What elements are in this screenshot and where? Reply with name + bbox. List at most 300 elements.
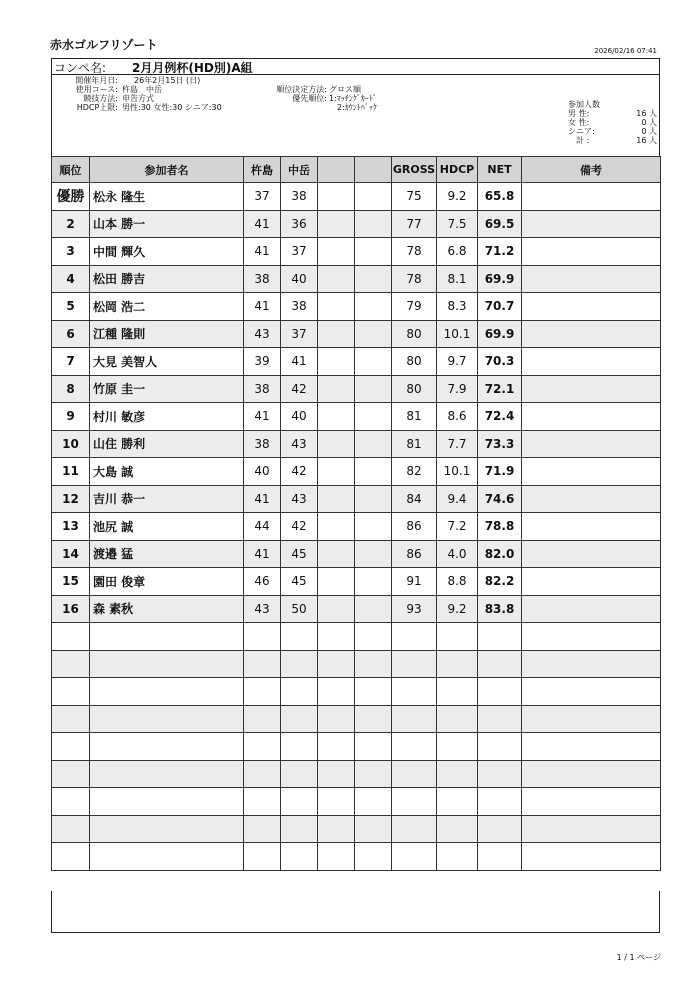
cell-blank2 [355, 265, 392, 293]
cell-name: 森 素秋 [90, 595, 244, 623]
date-value: 26年2月15日 (日) [134, 76, 201, 85]
cell-course2 [281, 733, 318, 761]
cell-gross: 80 [392, 320, 437, 348]
cell-course2: 38 [281, 183, 318, 211]
cell-blank2 [355, 485, 392, 513]
cell-rank: 14 [52, 540, 90, 568]
cell-gross [392, 760, 437, 788]
cell-course1: 41 [244, 210, 281, 238]
cell-net: 69.5 [478, 210, 522, 238]
cell-course2: 42 [281, 458, 318, 486]
cell-hdcp [437, 650, 478, 678]
cell-net: 82.2 [478, 568, 522, 596]
priority-label: 優先順位: [292, 94, 327, 103]
cell-remarks [522, 788, 661, 816]
table-row [52, 458, 661, 486]
cell-net: 74.6 [478, 485, 522, 513]
cell-blank1 [318, 540, 355, 568]
remarks-footer-box [51, 891, 660, 933]
cell-rank: 優勝 [52, 183, 90, 211]
cell-blank1 [318, 843, 355, 871]
cell-gross: 86 [392, 540, 437, 568]
cell-course2: 50 [281, 595, 318, 623]
cell-blank2 [355, 843, 392, 871]
cell-rank: 15 [52, 568, 90, 596]
table-row [52, 210, 661, 238]
cell-rank: 11 [52, 458, 90, 486]
cell-name [90, 705, 244, 733]
cell-course1 [244, 760, 281, 788]
cell-gross: 78 [392, 238, 437, 266]
cell-course1: 43 [244, 320, 281, 348]
cell-hdcp: 7.5 [437, 210, 478, 238]
cell-net: 83.8 [478, 595, 522, 623]
cell-course2 [281, 650, 318, 678]
cell-course1: 41 [244, 485, 281, 513]
table-row [52, 238, 661, 266]
cell-rank [52, 650, 90, 678]
cell-blank1 [318, 293, 355, 321]
cell-gross [392, 733, 437, 761]
cell-blank1 [318, 375, 355, 403]
cell-gross [392, 623, 437, 651]
cell-gross: 93 [392, 595, 437, 623]
cell-course1: 37 [244, 183, 281, 211]
cell-blank2 [355, 678, 392, 706]
cell-net: 70.7 [478, 293, 522, 321]
cell-rank [52, 623, 90, 651]
cell-remarks [522, 458, 661, 486]
cell-hdcp [437, 815, 478, 843]
total-value: 16 人 [636, 136, 657, 145]
cell-hdcp: 7.7 [437, 430, 478, 458]
cell-gross [392, 788, 437, 816]
method-value: 申告方式 [122, 94, 154, 103]
cell-net [478, 815, 522, 843]
cell-course2 [281, 843, 318, 871]
cell-remarks [522, 513, 661, 541]
cell-name [90, 760, 244, 788]
cell-course1: 38 [244, 430, 281, 458]
table-row [52, 843, 661, 871]
cell-net: 70.3 [478, 348, 522, 376]
cell-net: 69.9 [478, 320, 522, 348]
results-body [52, 183, 661, 871]
cell-course2: 45 [281, 568, 318, 596]
cell-rank [52, 733, 90, 761]
cell-blank2 [355, 568, 392, 596]
cell-course1: 40 [244, 458, 281, 486]
col-header-rank: 順位 [52, 157, 90, 183]
table-row [52, 568, 661, 596]
col-header-course2: 中岳 [281, 157, 318, 183]
competition-name: 2月月例杯(HD別)A組 [132, 61, 253, 75]
course-label: 使用コース: [75, 85, 118, 94]
cell-hdcp [437, 788, 478, 816]
cell-net: 71.9 [478, 458, 522, 486]
cell-remarks [522, 568, 661, 596]
cell-rank: 12 [52, 485, 90, 513]
cell-blank2 [355, 760, 392, 788]
cell-gross: 86 [392, 513, 437, 541]
cell-blank2 [355, 375, 392, 403]
ranking-label: 順位決定方法: [276, 85, 327, 94]
cell-blank1 [318, 623, 355, 651]
cell-gross: 82 [392, 458, 437, 486]
hdcp-label: HDCP上限: [76, 103, 118, 112]
cell-hdcp: 10.1 [437, 320, 478, 348]
cell-course1 [244, 705, 281, 733]
cell-hdcp: 9.4 [437, 485, 478, 513]
cell-gross [392, 843, 437, 871]
cell-course1: 41 [244, 238, 281, 266]
col-header-net: NET [478, 157, 522, 183]
priority-1: 1:ﾏｯﾁﾝｸﾞｶｰﾄﾞ [329, 94, 377, 103]
cell-blank2 [355, 595, 392, 623]
cell-net [478, 843, 522, 871]
table-row [52, 788, 661, 816]
cell-blank1 [318, 760, 355, 788]
cell-remarks [522, 733, 661, 761]
table-row [52, 485, 661, 513]
cell-net: 65.8 [478, 183, 522, 211]
cell-hdcp: 8.8 [437, 568, 478, 596]
cell-blank1 [318, 403, 355, 431]
cell-gross: 78 [392, 265, 437, 293]
cell-blank1 [318, 788, 355, 816]
cell-name [90, 815, 244, 843]
cell-course1: 38 [244, 375, 281, 403]
cell-name: 大見 美智人 [90, 348, 244, 376]
cell-remarks [522, 705, 661, 733]
cell-blank1 [318, 210, 355, 238]
cell-blank2 [355, 705, 392, 733]
cell-name [90, 678, 244, 706]
male-label: 男 性: [568, 109, 590, 118]
cell-name: 松田 勝吉 [90, 265, 244, 293]
cell-blank2 [355, 238, 392, 266]
cell-hdcp: 10.1 [437, 458, 478, 486]
table-row [52, 540, 661, 568]
senior-label: シニア: [568, 127, 595, 136]
cell-course1 [244, 843, 281, 871]
page-number: 1 / 1 ページ [616, 953, 661, 962]
cell-blank1 [318, 815, 355, 843]
cell-course2: 41 [281, 348, 318, 376]
header-row [52, 157, 661, 183]
cell-course1 [244, 623, 281, 651]
cell-course1 [244, 815, 281, 843]
printed-timestamp: 2026/02/16 07:41 [594, 47, 657, 55]
cell-course2: 43 [281, 485, 318, 513]
cell-remarks [522, 678, 661, 706]
cell-blank1 [318, 595, 355, 623]
cell-course1: 41 [244, 403, 281, 431]
table-row [52, 513, 661, 541]
table-row [52, 733, 661, 761]
cell-course2 [281, 678, 318, 706]
cell-rank: 6 [52, 320, 90, 348]
cell-hdcp: 9.2 [437, 595, 478, 623]
cell-net [478, 760, 522, 788]
cell-remarks [522, 265, 661, 293]
cell-rank: 4 [52, 265, 90, 293]
cell-hdcp [437, 843, 478, 871]
cell-gross: 84 [392, 485, 437, 513]
cell-hdcp [437, 705, 478, 733]
cell-hdcp: 8.1 [437, 265, 478, 293]
cell-gross [392, 650, 437, 678]
cell-remarks [522, 210, 661, 238]
cell-blank1 [318, 348, 355, 376]
competition-header [51, 58, 660, 157]
cell-blank1 [318, 238, 355, 266]
cell-remarks [522, 183, 661, 211]
cell-rank [52, 788, 90, 816]
cell-blank2 [355, 458, 392, 486]
method-label: 競技方法: [83, 94, 118, 103]
cell-name [90, 623, 244, 651]
cell-course1: 41 [244, 293, 281, 321]
table-row [52, 650, 661, 678]
cell-name: 山住 勝利 [90, 430, 244, 458]
cell-remarks [522, 760, 661, 788]
participants-title: 参加人数 [568, 100, 600, 109]
cell-blank1 [318, 430, 355, 458]
cell-gross: 80 [392, 375, 437, 403]
cell-blank1 [318, 485, 355, 513]
cell-hdcp: 8.6 [437, 403, 478, 431]
cell-name: 山本 勝一 [90, 210, 244, 238]
table-row [52, 265, 661, 293]
cell-course2 [281, 788, 318, 816]
cell-rank: 7 [52, 348, 90, 376]
table-row [52, 623, 661, 651]
cell-gross [392, 815, 437, 843]
cell-gross: 75 [392, 183, 437, 211]
cell-rank: 13 [52, 513, 90, 541]
table-row [52, 815, 661, 843]
hdcp-value: 男性:30 女性:30 シニア:30 [122, 103, 222, 112]
col-header-hdcp: HDCP [437, 157, 478, 183]
cell-gross: 81 [392, 430, 437, 458]
cell-rank [52, 760, 90, 788]
cell-course2: 40 [281, 403, 318, 431]
cell-rank: 3 [52, 238, 90, 266]
cell-blank1 [318, 678, 355, 706]
cell-net: 73.3 [478, 430, 522, 458]
cell-course1: 43 [244, 595, 281, 623]
cell-remarks [522, 430, 661, 458]
cell-net [478, 623, 522, 651]
table-row [52, 183, 661, 211]
cell-name: 村川 敏彦 [90, 403, 244, 431]
female-label: 女 性: [568, 118, 590, 127]
cell-remarks [522, 320, 661, 348]
cell-name: 竹原 圭一 [90, 375, 244, 403]
col-header-gross: GROSS [392, 157, 437, 183]
cell-name: 園田 俊章 [90, 568, 244, 596]
cell-name: 渡邉 猛 [90, 540, 244, 568]
cell-net: 72.1 [478, 375, 522, 403]
cell-blank1 [318, 265, 355, 293]
cell-name: 池尻 誠 [90, 513, 244, 541]
cell-net [478, 650, 522, 678]
col-header-name: 参加者名 [90, 157, 244, 183]
cell-remarks [522, 815, 661, 843]
cell-net: 72.4 [478, 403, 522, 431]
cell-name: 松岡 浩二 [90, 293, 244, 321]
cell-blank2 [355, 513, 392, 541]
ranking-value: グロス順 [329, 85, 361, 94]
cell-course2: 42 [281, 375, 318, 403]
cell-name [90, 843, 244, 871]
cell-course2: 45 [281, 540, 318, 568]
cell-blank2 [355, 788, 392, 816]
col-header-remarks: 備考 [522, 157, 661, 183]
col-header-blank1 [318, 157, 355, 183]
cell-course2 [281, 815, 318, 843]
cell-rank [52, 705, 90, 733]
cell-gross: 79 [392, 293, 437, 321]
cell-remarks [522, 403, 661, 431]
cell-hdcp [437, 623, 478, 651]
cell-course2: 38 [281, 293, 318, 321]
cell-blank1 [318, 320, 355, 348]
cell-blank2 [355, 348, 392, 376]
cell-net [478, 705, 522, 733]
cell-hdcp: 7.9 [437, 375, 478, 403]
cell-gross [392, 705, 437, 733]
total-label: 計 : [576, 136, 590, 145]
cell-remarks [522, 293, 661, 321]
cell-course2: 37 [281, 238, 318, 266]
cell-net: 71.2 [478, 238, 522, 266]
cell-remarks [522, 843, 661, 871]
senior-value: 0 人 [641, 127, 657, 136]
cell-name: 松永 隆生 [90, 183, 244, 211]
cell-remarks [522, 485, 661, 513]
cell-blank1 [318, 650, 355, 678]
cell-blank2 [355, 733, 392, 761]
cell-blank2 [355, 430, 392, 458]
results-table [51, 156, 661, 871]
cell-rank: 2 [52, 210, 90, 238]
cell-gross: 77 [392, 210, 437, 238]
col-header-blank2 [355, 157, 392, 183]
table-row [52, 760, 661, 788]
male-value: 16 人 [636, 109, 657, 118]
cell-blank2 [355, 293, 392, 321]
cell-course2: 37 [281, 320, 318, 348]
cell-blank1 [318, 183, 355, 211]
cell-remarks [522, 540, 661, 568]
cell-net [478, 788, 522, 816]
table-row [52, 705, 661, 733]
cell-rank [52, 678, 90, 706]
cell-course2: 40 [281, 265, 318, 293]
cell-course2 [281, 623, 318, 651]
cell-course2 [281, 705, 318, 733]
cell-course2 [281, 760, 318, 788]
cell-hdcp [437, 678, 478, 706]
table-row [52, 430, 661, 458]
cell-blank1 [318, 705, 355, 733]
cell-blank1 [318, 733, 355, 761]
cell-name [90, 650, 244, 678]
cell-hdcp: 7.2 [437, 513, 478, 541]
cell-hdcp: 6.8 [437, 238, 478, 266]
cell-course1 [244, 678, 281, 706]
table-row [52, 403, 661, 431]
cell-blank2 [355, 623, 392, 651]
cell-rank [52, 843, 90, 871]
cell-course1: 39 [244, 348, 281, 376]
course-value: 杵島 中岳 [122, 85, 162, 94]
cell-hdcp [437, 733, 478, 761]
cell-course1: 46 [244, 568, 281, 596]
table-row [52, 678, 661, 706]
date-label: 開催年月日: [75, 76, 118, 85]
cell-net: 78.8 [478, 513, 522, 541]
cell-course2: 42 [281, 513, 318, 541]
cell-course1: 44 [244, 513, 281, 541]
cell-course1: 38 [244, 265, 281, 293]
cell-hdcp [437, 760, 478, 788]
cell-rank: 16 [52, 595, 90, 623]
cell-blank1 [318, 513, 355, 541]
cell-hdcp: 8.3 [437, 293, 478, 321]
cell-net [478, 733, 522, 761]
cell-remarks [522, 595, 661, 623]
cell-blank2 [355, 403, 392, 431]
cell-remarks [522, 650, 661, 678]
cell-course1 [244, 650, 281, 678]
cell-name: 大島 誠 [90, 458, 244, 486]
competition-row [52, 59, 659, 75]
cell-net: 82.0 [478, 540, 522, 568]
cell-name [90, 788, 244, 816]
cell-course2: 36 [281, 210, 318, 238]
col-header-course1: 杵島 [244, 157, 281, 183]
priority-2: 2:ｶｳﾝﾄﾊﾞｯｸ [337, 103, 377, 112]
female-value: 0 人 [641, 118, 657, 127]
cell-blank2 [355, 183, 392, 211]
cell-hdcp: 9.7 [437, 348, 478, 376]
cell-course1: 41 [244, 540, 281, 568]
cell-blank2 [355, 815, 392, 843]
table-row [52, 375, 661, 403]
cell-remarks [522, 623, 661, 651]
cell-hdcp: 9.2 [437, 183, 478, 211]
cell-rank: 10 [52, 430, 90, 458]
cell-hdcp: 4.0 [437, 540, 478, 568]
cell-name: 吉川 恭一 [90, 485, 244, 513]
org-name: 赤水ゴルフリゾート [50, 38, 158, 52]
competition-label: コンペ名: [54, 61, 107, 75]
cell-course1 [244, 788, 281, 816]
cell-blank1 [318, 568, 355, 596]
cell-gross [392, 678, 437, 706]
cell-gross: 91 [392, 568, 437, 596]
cell-net: 69.9 [478, 265, 522, 293]
cell-name: 江種 隆則 [90, 320, 244, 348]
table-row [52, 293, 661, 321]
cell-course2: 43 [281, 430, 318, 458]
cell-blank2 [355, 210, 392, 238]
cell-gross: 81 [392, 403, 437, 431]
cell-gross: 80 [392, 348, 437, 376]
